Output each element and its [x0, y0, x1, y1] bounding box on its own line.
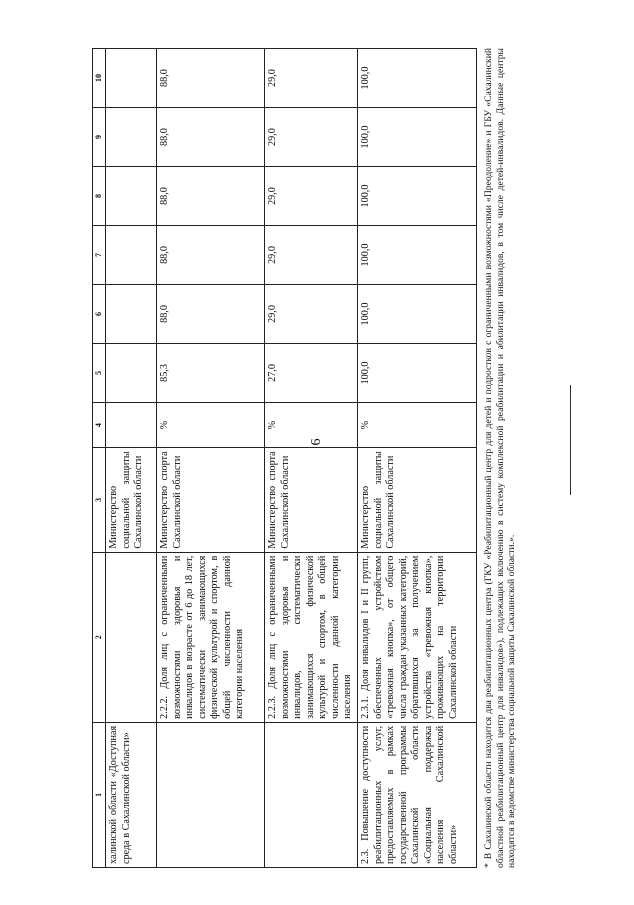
column-header: 2 [93, 552, 106, 722]
header-row [93, 49, 106, 868]
table-row [157, 49, 265, 868]
responsible-cell: Министерство социальной защиты Сахалинской области [358, 448, 477, 552]
column-header: 4 [93, 402, 106, 447]
responsible-cell: Министерство социальной защиты Сахалинской области [106, 448, 157, 552]
value-cell: 88,0 [157, 108, 265, 167]
responsible-cell: Министерство спорта Сахалинской области [157, 448, 265, 552]
unit-cell: % [265, 402, 358, 447]
goal-cell: халинской области «Доступная среда в Сахалинской области» [106, 722, 157, 867]
indicator-table [92, 48, 477, 868]
unit-cell [106, 402, 157, 447]
column-header: 5 [93, 343, 106, 402]
indicator-table-container [92, 48, 480, 868]
value-cell: 88,0 [157, 284, 265, 343]
value-cell: 100,0 [358, 343, 477, 402]
value-cell [106, 167, 157, 226]
unit-cell: % [157, 402, 265, 447]
value-cell: 100,0 [358, 167, 477, 226]
indicator-cell: 2.2.2. Доля лиц с ограниченными возможностями здоровья и инвалидов в возрасте от 6 до 18 лет, систематически занимающихся физической культурой и спортом, в общей численности данной категории населения [157, 552, 265, 722]
responsible-cell: Министерство спорта Сахалинской области [265, 448, 358, 552]
indicator-cell [106, 552, 157, 722]
column-header: 3 [93, 448, 106, 552]
separator-line [570, 385, 571, 495]
value-cell: 88,0 [157, 226, 265, 285]
value-cell: 88,0 [157, 49, 265, 108]
column-header: 7 [93, 226, 106, 285]
column-header: 6 [93, 284, 106, 343]
footnote-text: В Сахалинской области находится два реабилитационных центра (ГКУ «Реабилитационный центр для детей и подростков с ограниченными возможностями «Преодоление» и ГБУ «Сахалинский областной реабилитационный центр для инвалидов»), подлежащих включению в систему комплексной реабилитации и абилитации инвалидов, в том числе детей-инвалидов. Данные центры находятся в ведомстве министерства социальной защиты Сахалинской области.». [483, 48, 517, 868]
value-cell [106, 226, 157, 285]
footnote-marker: * [483, 863, 494, 868]
column-header: 8 [93, 167, 106, 226]
value-cell [106, 49, 157, 108]
indicator-cell: 2.2.3. Доля лиц с ограниченными возможностями здоровья и инвалидов, систематически занимающихся физической культурой и спортом, в общей численности данной категории населения [265, 552, 358, 722]
value-cell [106, 343, 157, 402]
value-cell: 29,0 [265, 284, 358, 343]
indicator-cell: 2.3.1. Доля инвалидов I и II групп, обеспеченных устройством «тревожная кнопка», от общего числа граждан указанных категорий, обратившихся за получением устройства «тревожная кнопка», проживающих на территории Сахалинской области [358, 552, 477, 722]
value-cell: 27,0 [265, 343, 358, 402]
column-header: 9 [93, 108, 106, 167]
value-cell: 100,0 [358, 108, 477, 167]
table-row [106, 49, 157, 868]
value-cell [106, 284, 157, 343]
value-cell: 29,0 [265, 226, 358, 285]
table-row [265, 49, 358, 868]
unit-cell: % [358, 402, 477, 447]
value-cell: 100,0 [358, 49, 477, 108]
value-cell: 29,0 [265, 49, 358, 108]
value-cell: 29,0 [265, 108, 358, 167]
value-cell [106, 108, 157, 167]
goal-cell: 2.3. Повышение доступности реабилитационных услуг, предоставляемых в рамках государственной программы Сахалинской области «Социальная поддержка населения Сахалинской области» [358, 722, 477, 867]
value-cell: 100,0 [358, 226, 477, 285]
value-cell: 88,0 [157, 167, 265, 226]
value-cell: 29,0 [265, 167, 358, 226]
goal-cell [265, 722, 358, 867]
page-number: 6 [309, 438, 324, 446]
footnote [483, 48, 553, 868]
table-row [358, 49, 477, 868]
value-cell: 85,3 [157, 343, 265, 402]
goal-cell [157, 722, 265, 867]
column-header: 1 [93, 722, 106, 867]
value-cell: 100,0 [358, 284, 477, 343]
column-header: 10 [93, 49, 106, 108]
